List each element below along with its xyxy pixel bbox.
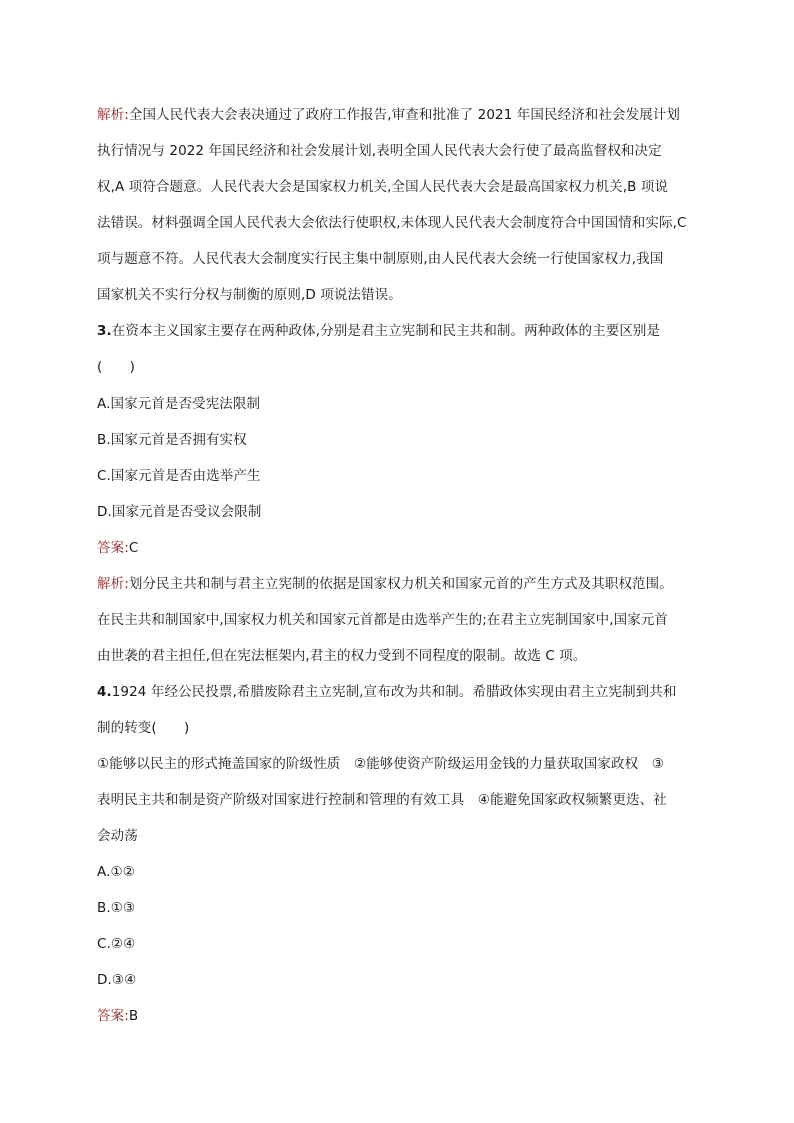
- analysis-q2-line-3: 权,A 项符合题意。人民代表大会是国家权力机关,全国人民代表大会是最高国家权力机关,B 项说: [97, 179, 669, 195]
- question-4-number: 4.: [97, 684, 112, 700]
- question-3-analysis-line-2: 在民主共和制国家中,国家权力机关和国家元首都是由选举产生的;在君主立宪制国家中,国家元首: [97, 612, 669, 628]
- analysis-label: 解析:: [97, 576, 129, 592]
- question-4-statements-line-2: 表明民主共和制是资产阶级对国家进行控制和管理的有效工具 ④能避免国家政权频繁更迭、社: [97, 792, 667, 808]
- analysis-q2-line-2: 执行情况与 2022 年国民经济和社会发展计划,表明全国人民代表大会行使了最高监督权和决定: [97, 143, 662, 159]
- question-3-option-c: C.国家元首是否由选举产生: [97, 468, 261, 484]
- question-3-number: 3.: [97, 323, 112, 339]
- answer-label: 答案:: [97, 540, 129, 556]
- question-3-stem: 3.在资本主义国家主要存在两种政体,分别是君主立宪制和民主共和制。两种政体的主要区别是: [97, 323, 661, 339]
- question-3-analysis-line-3: 由世袭的君主担任,但在宪法框架内,君主的权力受到不同程度的限制。故选 C 项。: [97, 648, 587, 664]
- question-3-answer: 答案:C: [97, 540, 139, 556]
- question-4-option-b: B.①③: [97, 900, 136, 916]
- question-4-option-d: D.③④: [97, 972, 137, 988]
- answer-label: 答案:: [97, 1008, 129, 1024]
- question-4-statements-line-3: 会动荡: [97, 828, 138, 844]
- question-4-option-a: A.①②: [97, 864, 135, 880]
- question-3-bracket: ( ): [97, 359, 135, 375]
- analysis-q2-line-5: 项与题意不符。人民代表大会制度实行民主集中制原则,由人民代表大会统一行使国家权力,我国: [97, 251, 664, 267]
- analysis-q2-line-1: 解析:全国人民代表大会表决通过了政府工作报告,审查和批准了 2021 年国民经济和社会发展计划: [97, 107, 680, 123]
- question-4-option-c: C.②④: [97, 936, 136, 952]
- question-3-analysis-line-1: 解析:划分民主共和制与君主立宪制的依据是国家权力机关和国家元首的产生方式及其职权范围。: [97, 576, 673, 592]
- question-4-stem-line-2: 制的转变( ): [97, 720, 190, 736]
- question-4-answer: 答案:B: [97, 1008, 139, 1024]
- question-3-option-b: B.国家元首是否拥有实权: [97, 432, 247, 448]
- question-3-option-a: A.国家元首是否受宪法限制: [97, 396, 261, 412]
- question-3-option-d: D.国家元首是否受议会限制: [97, 504, 262, 520]
- question-4-stem-line-1: 4.1924 年经公民投票,希腊废除君主立宪制,宣布改为共和制。希腊政体实现由君主立宪制到共和: [97, 684, 677, 700]
- analysis-q2-line-4: 法错误。材料强调全国人民代表大会依法行使职权,未体现人民代表大会制度符合中国国情和实际,C: [97, 215, 687, 231]
- analysis-q2-line-6: 国家机关不实行分权与制衡的原则,D 项说法错误。: [97, 287, 402, 303]
- question-4-statements-line-1: ①能够以民主的形式掩盖国家的阶级性质 ②能够使资产阶级运用金钱的力量获取国家政权 ③: [97, 756, 665, 772]
- analysis-label: 解析:: [97, 107, 129, 123]
